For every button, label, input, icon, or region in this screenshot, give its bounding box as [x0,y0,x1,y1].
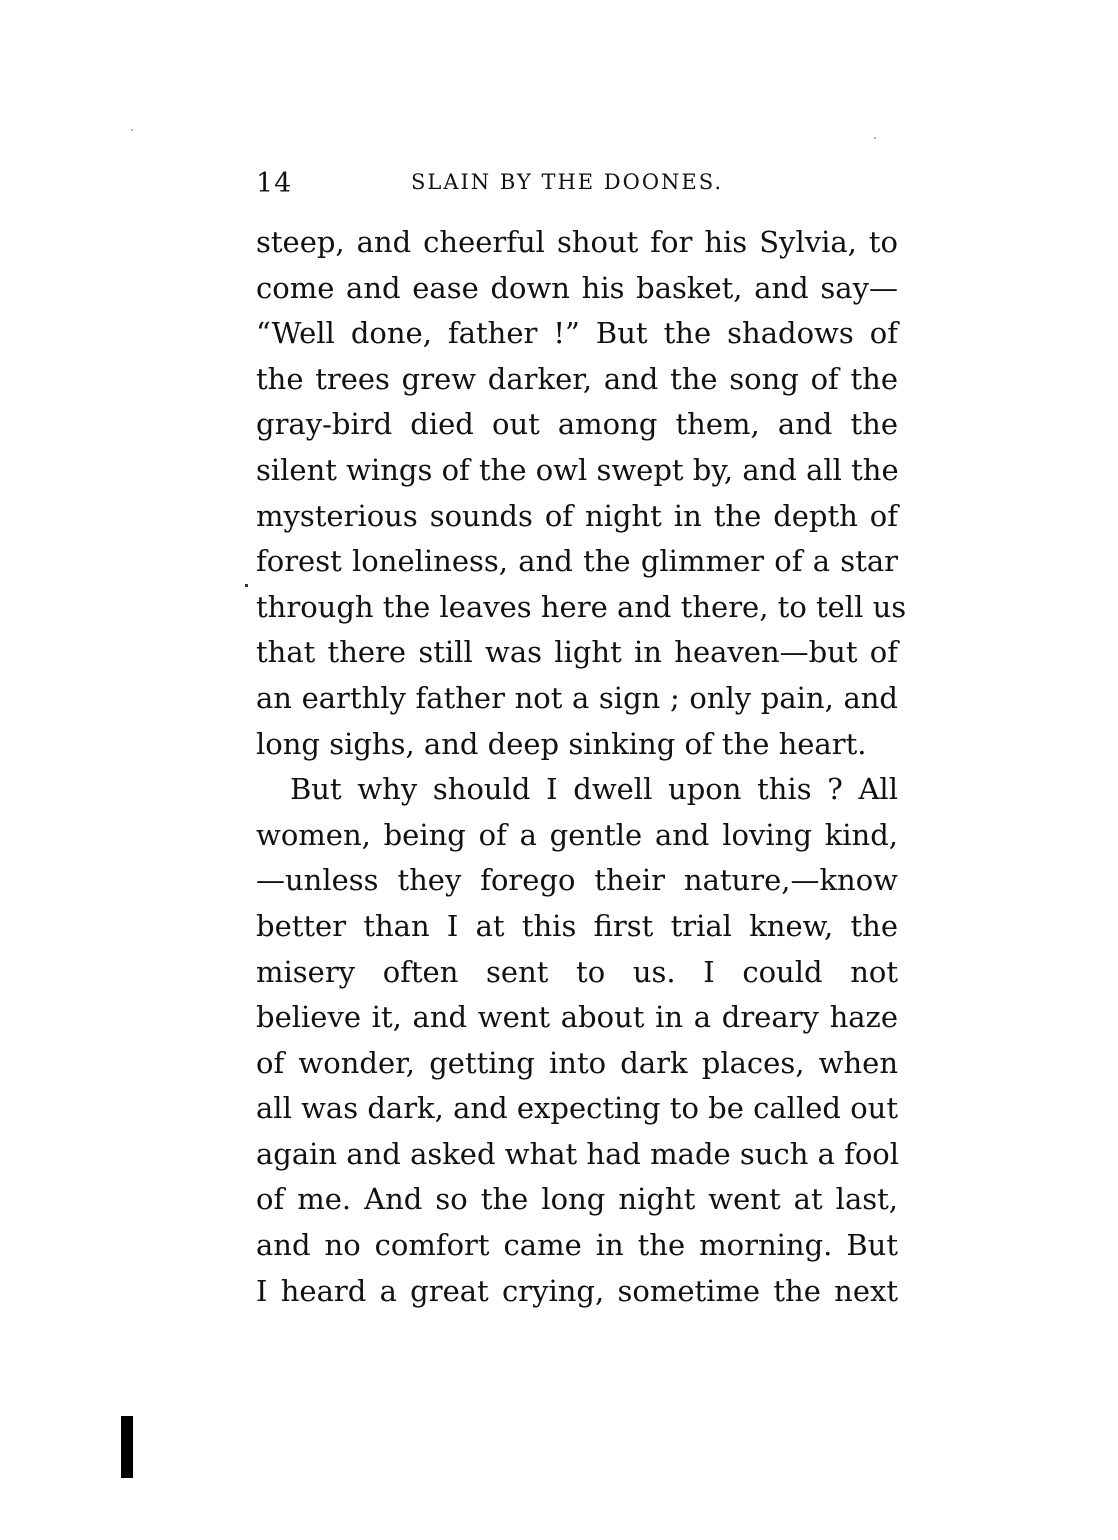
text-line: steep, and cheerful shout for his Sylvia, to [256,225,898,259]
text-line: I heard a great crying, sometime the next [256,1273,898,1308]
scan-edge-mark [121,1416,133,1478]
text-line: forest loneliness, and the glimmer of a star [256,544,898,579]
page-number: 14 [256,168,293,199]
text-line: of me. And so the long night went at last, [256,1182,898,1217]
text-line: come and ease down his basket, and say— [256,270,898,305]
text-line: the trees grew darker, and the song of the [256,361,898,396]
text-line: silent wings of the owl swept by, and all the [256,452,899,487]
text-line: long sighs, and deep sinking of the heart. [256,726,867,761]
text-line: that there still was light in heaven—but of [256,635,898,670]
margin-dot [245,584,248,587]
text-line: gray-bird died out among them, and the [256,407,898,442]
text-line: and no comfort came in the morning. But [256,1228,898,1263]
text-line: women, being of a gentle and loving kind, [256,817,898,852]
text-line: misery often sent to us. I could not [256,954,898,989]
scan-speck [131,129,133,131]
text-line: “Well done, father !” But the shadows of [256,316,898,351]
text-line: —unless they forego their nature,—know [256,863,898,898]
text-line: believe it, and went about in a dreary haze [256,1000,898,1035]
body-text [256,220,907,1314]
text-line: of wonder, getting into dark places, when [256,1045,898,1080]
text-line: again and asked what had made such a fool [256,1136,900,1171]
text-line: But why should I dwell upon this ? All [290,772,898,807]
text-line: all was dark, and expecting to be called out [256,1091,898,1126]
text-line: mysterious sounds of night in the depth of [256,498,898,533]
paragraph [256,220,907,767]
text-line: better than I at this first trial knew, the [256,908,898,943]
text-line: an earthly father not a sign ; only pain, and [256,680,898,715]
paragraph [256,767,898,1314]
text-line: through the leaves here and there, to tell us [256,589,907,624]
scan-speck [874,137,876,139]
running-title: SLAIN BY THE DOONES. [411,170,724,194]
